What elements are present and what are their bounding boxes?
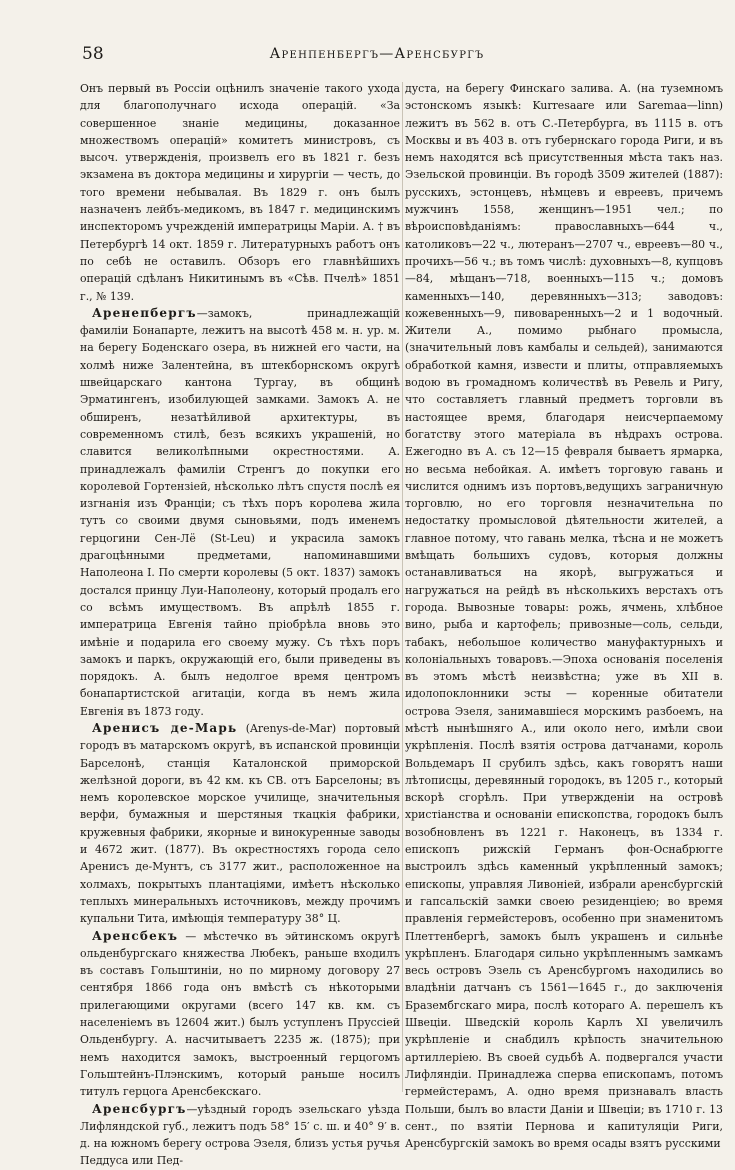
page-header: [82, 44, 672, 66]
paragraph: [405, 80, 723, 1152]
headword: Аренсбургъ: [92, 1101, 187, 1116]
entry-text: —замокъ, принадлежащій фамиліи Бонапарте, лежитъ на высотѣ 458 м. н. ур. м. на берегу Боденскаго озера, въ нижней его части, на холмѣ ниже Залентейна, въ штекборнскомъ округѣ швейцарскаго кантона Тургау, въ общинѣ Эрматингенъ, изобилующей замками. Замокъ А. не обширенъ, незатѣйливой архитектуры, въ современномъ стилѣ, безъ всякихъ украшеній, но славится великолѣпными окрестностями. А. принадлежалъ фамиліи Стренгъ до покупки его королевой Гортензіей, нѣсколько лѣтъ спустя послѣ ея изгнанія изъ Франціи; съ тѣхъ поръ королева жила тутъ со своими двумя сыновьями, подъ именемъ герцогини Сен-Лё (St-Leu) и украсила замокъ драгоцѣнными предметами, напоминавшими Наполеона I. По смерти королевы (5 окт. 1837) замокъ достался принцу Луи-Наполеону, который продалъ его со всѣмъ имуществомъ. Въ апрѣлѣ 1855 г. императрица Евгенія тайно пріобрѣла вновь это имѣніе и подарила его своему мужу. Съ тѣхъ поръ замокъ и паркъ, окружающій его, были приведены въ порядокъ. А. былъ недолгое время центромъ бонапартистской агитаціи, когда въ немъ жила Евгенія въ 1873 году.: [80, 306, 400, 718]
entry-arensbek: [80, 928, 400, 1101]
running-title: Аренпенбергъ—Аренсбургъ: [269, 46, 485, 62]
entry-arenenberg: [80, 305, 400, 720]
entry-text: —уѣздный городъ эзельскаго уѣзда Лифляндской губ., лежитъ подъ 58° 15′ с. ш. и 40° 9′ в. д. на южномъ берегу острова Эзеля, близъ устья ручья Педдуса или Пед-: [80, 1102, 400, 1168]
entry-arensburg: [80, 1101, 400, 1170]
headword: Аренепбергъ: [92, 305, 197, 320]
headword: Аренсбекъ: [92, 928, 179, 943]
paragraph-text: дуста, на берегу Финскаго залива. А. (на туземномъ эстонскомъ языкѣ: Kurresaare или Saremaa—linn) лежитъ въ 562 в. отъ С.-Петербурга, въ 1115 в. отъ Москвы и въ 403 в. отъ губернскаго города Риги, и въ немъ находятся всѣ присутственныя мѣста такъ наз. Эзельской провинціи. Въ городѣ 3509 жителей (1887): русскихъ, эстонцевъ, нѣмцевъ и евреевъ, причемъ мужчинъ 1558, женщинъ—1951 чел.; по вѣроисповѣданіямъ: православныхъ—644 ч., католиковъ—22 ч., лютеранъ—2707 ч., евреевъ—80 ч., прочихъ—56 ч.; въ томъ числѣ: духовныхъ—8, купцовъ—84, мѣщанъ—718, военныхъ—115 ч.; домовъ каменныхъ—140, деревянныхъ—313; заводовъ: кожевенныхъ—9, пивоваренныхъ—2 и 1 водочный. Жители А., помимо рыбнаго промысла, (значительный ловъ камбалы и сельдей), занимаются обработкой камня, извести и плиты, отправляемыхъ водою въ громадномъ количествѣ въ Ревель и Ригу, что составляетъ главный предметъ торговли въ настоящее время, благодаря неисчерпаемому богатству этого матеріала въ нѣдрахъ острова. Ежегодно въ А. съ 12—15 февраля бываетъ ярмарка, но весьма небойкая. А. имѣетъ торговую гавань и числится однимъ изъ портовъ,ведущихъ заграничную торговлю, но его торговля незначительна по недостатку промысловой дѣятельности жителей, а главное потому, что гавань мелка, тѣсна и не можетъ вмѣщать большихъ судовъ, которыя должны останавливаться на якорѣ, выгружаться и нагружаться на рейдѣ въ нѣсколькихъ верстахъ отъ города. Вывозные товары: рожь, ячмень, хлѣбное вино, рыба и картофель; привозные—соль, сельди, табакъ, небольшое количество мануфактурныхъ и колоніальныхъ товаровъ.—Эпоха основанія поселенія въ этомъ мѣстѣ неизвѣстна; уже въ XII в. идолопоклонники эсты — коренные обитатели острова Эзеля, занимавшіеся морскимъ разбоемъ, на мѣстѣ нынѣшняго А., или около него, имѣли свои укрѣпленія. Послѣ взятія острова датчанами, король Вольдемаръ II срубилъ здѣсь, какъ говорятъ наши лѣтописцы, деревянный городокъ, въ 1205 г., который вскорѣ сгорѣлъ. При утвержденіи на островѣ христіанства и основаніи епископства, городокъ былъ возобновленъ въ 1221 г. Наконецъ, въ 1334 г. епископъ рижскій Германъ фон-Оснабрюгге выстроилъ здѣсь каменный укрѣпленный замокъ; епископы, управляя Ливоніей, избрали аренсбургскій и гапсальскій замки своею резиденціею; во время правленія гермейстеровъ, особенно при знаменитомъ Плеттенбергѣ, замокъ былъ украшенъ и сильнѣе укрѣпленъ. Благодаря сильно укрѣпленнымъ замкамъ весь островъ Эзель съ Аренсбургомъ находились во владѣніи датчанъ съ 1561—1645 г., до заключенія Бразембгскаго мира, послѣ котораго А. перешелъ къ Швеціи. Шведскій король Карлъ XI увеличилъ укрѣпленіе и снабдилъ крѣпость значительною артиллеріею. Въ своей судьбѣ А. подвергался участи Лифляндіи. Принадлежа сперва епископамъ, потомъ гермейстерамъ, А. одно время признавалъ власть Польши, былъ во власти Даніи и Швеціи; въ 1710 г. 13 сент., по взятіи Пернова и капитуляціи Риги, Аренсбургскій замокъ во время осады взятъ русскими: [405, 82, 723, 1151]
left-column: [80, 80, 400, 1168]
column-divider: [402, 82, 403, 1092]
entry-arenys-de-mar: [80, 720, 400, 928]
right-column: [405, 80, 723, 1151]
entry-text: — мѣстечко въ эйтинскомъ округѣ ольденбургскаго княжества Любекъ, раньше входилъ въ составъ Гольштиніи, но по мирному договору 27 сентября 1866 года онъ вмѣстѣ съ нѣкоторыми прилегающими округами (всего 147 кв. км. съ населеніемъ въ 12604 жит.) былъ уступленъ Пруссіей Ольденбургу. А. насчитываетъ 2235 ж. (1875); при немъ находится замокъ, выстроенный герцогомъ Гольштейнъ-Плэнскимъ, который раньше носилъ титулъ герцога Аренсбекскаго.: [80, 929, 400, 1099]
paragraph: [80, 80, 400, 305]
entry-text: (Arenys-de-Mar) портовый городъ въ матарскомъ округѣ, въ испанской провинціи Барселонѣ, станція Каталонской приморской желѣзной дороги, въ 42 км. къ СВ. отъ Барселоны; въ немъ королевское морское училище, значительныя верфи, бумажныя и шерстяныя ткацкія фабрики, кружевныя фабрики, якорные и винокуренные заводы и 4672 жит. (1877). Въ окрестностяхъ города село Аренисъ де-Мунтъ, съ 3177 жит., расположенное на холмахъ, покрытыхъ плантаціями, имѣетъ нѣсколько теплыхъ минеральныхъ источниковъ, между прочимъ купальни Тита, имѣющія температуру 38° Ц.: [80, 721, 400, 926]
page-number: 58: [82, 44, 104, 64]
paragraph-text: Онъ первый въ Россіи оцѣнилъ значеніе такого ухода для благополучнаго исхода операцій. «За совершенное знаніе медицины, доказанное множествомъ операцій» комитетъ министровъ, съ высоч. утвержденія, произвелъ его въ 1821 г. безъ экзамена въ доктора медицины и хирургіи — честь, до того времени небывалая. Въ 1829 г. онъ былъ назначенъ лейбъ-медикомъ, въ 1847 г. медицинскимъ инспекторомъ учрежденій императрицы Маріи. А. † въ Петербургѣ 14 окт. 1859 г. Литературныхъ работъ онъ по себѣ не оставилъ. Обзоръ его главнѣйшихъ операцій сдѣланъ Никитинымъ въ «Сѣв. Пчелѣ» 1851 г., № 139.: [80, 82, 400, 303]
headword: Аренисъ де-Марь: [92, 720, 238, 735]
